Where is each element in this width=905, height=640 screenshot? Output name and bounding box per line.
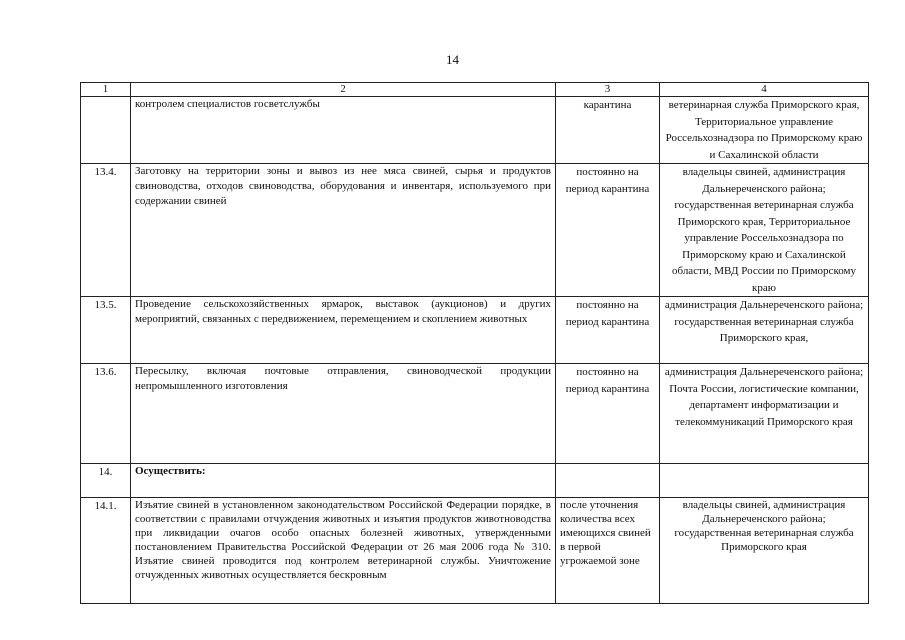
row-responsible: владельцы свиней, администрация Дальнереченского района; государственная ветеринарная служба Приморского края [660,498,869,604]
row-number: 13.4. [81,164,131,297]
row-number: 13.5. [81,297,131,364]
header-col-4: 4 [660,83,869,97]
row-measure-text: Заготовку на территории зоны и вывоз из нее мяса свиней, сырья и продуктов свиноводства, отходов свиноводства, оборудования и инвентаря, используемого при содержании свиней [131,164,556,297]
header-col-1: 1 [81,83,131,97]
row-measure-text: Изъятие свиней в установленном законодательством Российской Федерации порядке, в соответствии с правилами отчуждения животных и изъятия продуктов животноводства при ликвидации очагов особо опасных болезней животных, утвержденными постановлением Правительства Российской Федерации от 26 мая 2006 года № 310. Изъятие свиней проводится под контролем ветеринарной службы. Уничтожение отчужденных животных осуществляется бескровным [131,498,556,604]
row-period [556,464,660,498]
table-row [81,297,869,364]
row-number: 14.1. [81,498,131,604]
measures-table [80,82,869,604]
table-header-row [81,83,869,97]
row-measure-text: контролем специалистов госветслужбы [131,97,556,164]
table-row [81,164,869,297]
row-responsible: ветеринарная служба Приморского края, Территориальное управление Россельхознадзора по Приморскому краю и Сахалинской области [660,97,869,164]
table-row [81,97,869,164]
header-col-2: 2 [131,83,556,97]
row-responsible: администрация Дальнереченского района; государственная ветеринарная служба Приморского края, [660,297,869,364]
table-row [81,498,869,604]
row-responsible: администрация Дальнереченского района; Почта России, логистические компании, департамент информатизации и телекоммуникаций Приморского края [660,364,869,464]
table-row [81,464,869,498]
row-period: постоянно на период карантина [556,297,660,364]
table-row [81,364,869,464]
row-responsible [660,464,869,498]
row-period: постоянно на период карантина [556,164,660,297]
row-period: постоянно на период карантина [556,364,660,464]
row-responsible: владельцы свиней, администрация Дальнереченского района; государственная ветеринарная служба Приморского края, Территориальное управление Россельхознадзора по Приморскому краю и Сахалинской области, МВД России по Приморскому краю [660,164,869,297]
row-period: после уточнения количества всех имеющихся свиней в первой угрожаемой зоне [556,498,660,604]
row-number [81,97,131,164]
page-number: 14 [446,52,459,67]
row-period: карантина [556,97,660,164]
header-col-3: 3 [556,83,660,97]
row-measure-text: Осуществить: [131,464,556,498]
row-number: 14. [81,464,131,498]
row-measure-text: Проведение сельскохозяйственных ярмарок, выставок (аукционов) и других мероприятий, связанных с передвижением, перемещением и скоплением животных [131,297,556,364]
row-measure-text: Пересылку, включая почтовые отправления, свиноводческой продукции непромышленного изготовления [131,364,556,464]
row-number: 13.6. [81,364,131,464]
